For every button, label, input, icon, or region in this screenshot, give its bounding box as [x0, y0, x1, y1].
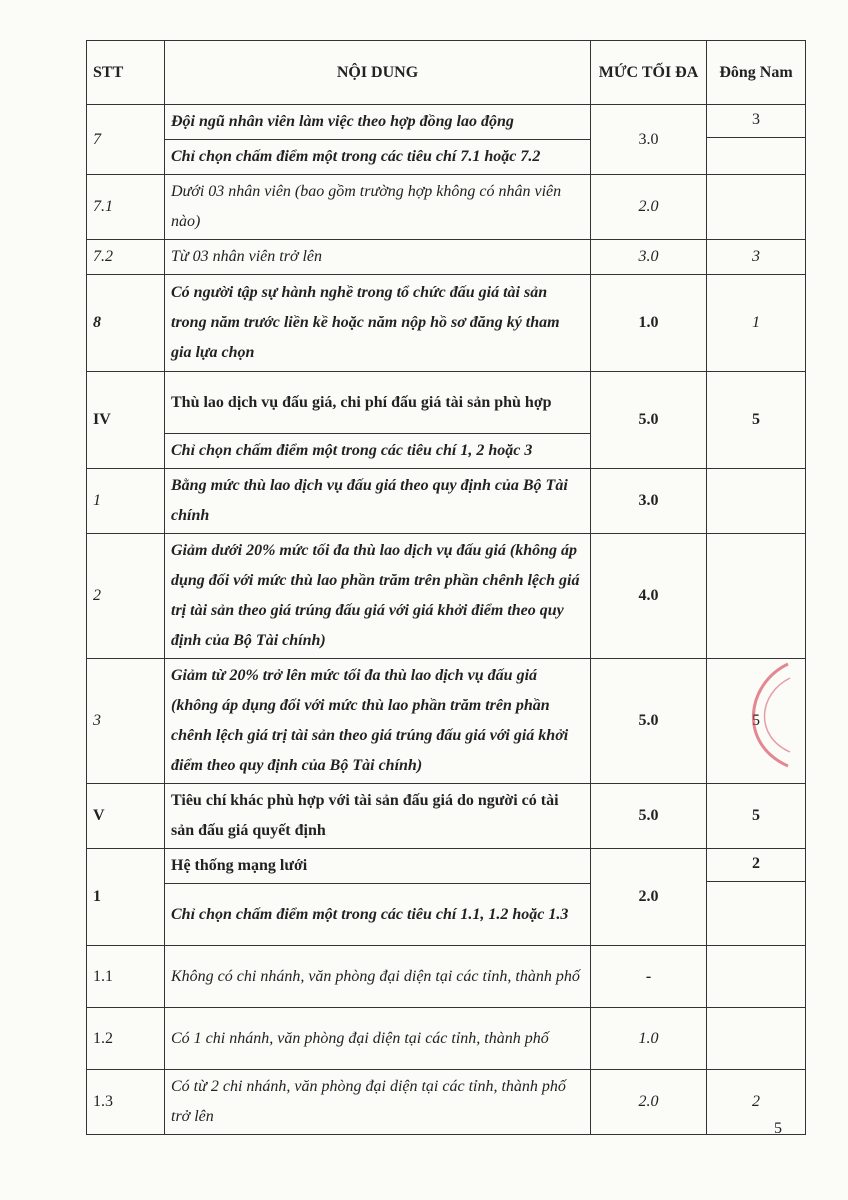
row-stt: 3: [87, 659, 165, 784]
row-stt: 8: [87, 275, 165, 372]
table-header-row: [87, 41, 806, 105]
header-content: NỘI DUNG: [165, 41, 591, 105]
row-stt: 7.1: [87, 175, 165, 240]
page-number: 5: [774, 1120, 782, 1137]
row-dong-nam: [707, 946, 806, 1008]
row-dong-nam: [707, 849, 806, 946]
row-stt: 7: [87, 105, 165, 175]
table-row: [87, 105, 806, 140]
row-dong-nam: [707, 175, 806, 240]
row-max: 1.0: [591, 1008, 707, 1070]
header-stt: STT: [87, 41, 165, 105]
row-content: Thù lao dịch vụ đấu giá, chi phí đấu giá tài sản phù hợp: [165, 372, 591, 434]
row-stt: 1.2: [87, 1008, 165, 1070]
row-stt: V: [87, 784, 165, 849]
dong-nam-blank: [707, 138, 805, 170]
row-dong-nam: [707, 469, 806, 534]
row-max: 2.0: [591, 1070, 707, 1135]
row-max: 5.0: [591, 659, 707, 784]
row-dong-nam: 3: [707, 240, 806, 275]
criteria-table: [86, 40, 806, 1135]
row-dong-nam: 2: [707, 1070, 806, 1135]
row-content: Không có chi nhánh, văn phòng đại diện tại các tỉnh, thành phố: [165, 946, 591, 1008]
row-dong-nam: 5: [707, 372, 806, 469]
row-content: Giảm từ 20% trở lên mức tối đa thù lao dịch vụ đấu giá (không áp dụng đối với mức thù lao phần trăm trên phần chênh lệch giá trị tài sản theo giá trúng đấu giá với giá khởi điểm theo quy định của Bộ Tài chính): [165, 659, 591, 784]
row-note: Chỉ chọn chấm điểm một trong các tiêu chí 1, 2 hoặc 3: [165, 434, 591, 469]
table-row: [87, 275, 806, 372]
table-row: [87, 469, 806, 534]
table-row: [87, 946, 806, 1008]
dong-nam-score: 2: [707, 849, 805, 882]
row-max: 4.0: [591, 534, 707, 659]
table-row: [87, 849, 806, 884]
row-content: Có 1 chi nhánh, văn phòng đại diện tại các tỉnh, thành phố: [165, 1008, 591, 1070]
row-content: Tiêu chí khác phù hợp với tài sản đấu giá do người có tài sản đấu giá quyết định: [165, 784, 591, 849]
row-dong-nam: 5: [707, 659, 806, 784]
row-dong-nam: [707, 105, 806, 175]
row-stt: 1: [87, 469, 165, 534]
row-content: Có người tập sự hành nghề trong tổ chức đấu giá tài sản trong năm trước liền kề hoặc năm nộp hồ sơ đăng ký tham gia lựa chọn: [165, 275, 591, 372]
row-max: 1.0: [591, 275, 707, 372]
row-content: Bằng mức thù lao dịch vụ đấu giá theo quy định của Bộ Tài chính: [165, 469, 591, 534]
row-stt: IV: [87, 372, 165, 469]
row-max: 3.0: [591, 469, 707, 534]
row-stt: 2: [87, 534, 165, 659]
row-note: Chỉ chọn chấm điểm một trong các tiêu chí 7.1 hoặc 7.2: [165, 140, 591, 175]
table-row: [87, 175, 806, 240]
row-content: Từ 03 nhân viên trở lên: [165, 240, 591, 275]
row-stt: 7.2: [87, 240, 165, 275]
row-content: Có từ 2 chi nhánh, văn phòng đại diện tại các tỉnh, thành phố trở lên: [165, 1070, 591, 1135]
row-note: Chỉ chọn chấm điểm một trong các tiêu chí 1.1, 1.2 hoặc 1.3: [165, 884, 591, 946]
row-dong-nam: [707, 534, 806, 659]
row-stt: 1.3: [87, 1070, 165, 1135]
header-max: MỨC TỐI ĐA: [591, 41, 707, 105]
row-stt: 1: [87, 849, 165, 946]
red-seal-stamp: [728, 660, 798, 770]
header-dong-nam: Đông Nam: [707, 41, 806, 105]
row-max: 2.0: [591, 849, 707, 946]
row-dong-nam: 5: [707, 784, 806, 849]
table-row: [87, 1070, 806, 1135]
row-max: 5.0: [591, 784, 707, 849]
row-dong-nam: [707, 1008, 806, 1070]
row-max: -: [591, 946, 707, 1008]
table-row: [87, 1008, 806, 1070]
table-row: [87, 659, 806, 784]
dong-nam-score: 3: [707, 105, 805, 138]
row-dong-nam: 1: [707, 275, 806, 372]
row-max: 3.0: [591, 240, 707, 275]
row-content: Giảm dưới 20% mức tối đa thù lao dịch vụ đấu giá (không áp dụng đối với mức thù lao phần trăm trên phần chênh lệch giá trị tài sản theo giá trúng đấu giá với giá khởi điểm theo quy định của Bộ Tài chính): [165, 534, 591, 659]
table-row: [87, 240, 806, 275]
table-row: [87, 372, 806, 434]
dong-nam-blank: [707, 882, 805, 914]
table-row: [87, 534, 806, 659]
row-content: Dưới 03 nhân viên (bao gồm trường hợp không có nhân viên nào): [165, 175, 591, 240]
row-stt: 1.1: [87, 946, 165, 1008]
row-max: 5.0: [591, 372, 707, 469]
row-max: 2.0: [591, 175, 707, 240]
row-content: Đội ngũ nhân viên làm việc theo hợp đồng lao động: [165, 105, 591, 140]
row-max: 3.0: [591, 105, 707, 175]
row-content: Hệ thống mạng lưới: [165, 849, 591, 884]
table-row: [87, 784, 806, 849]
